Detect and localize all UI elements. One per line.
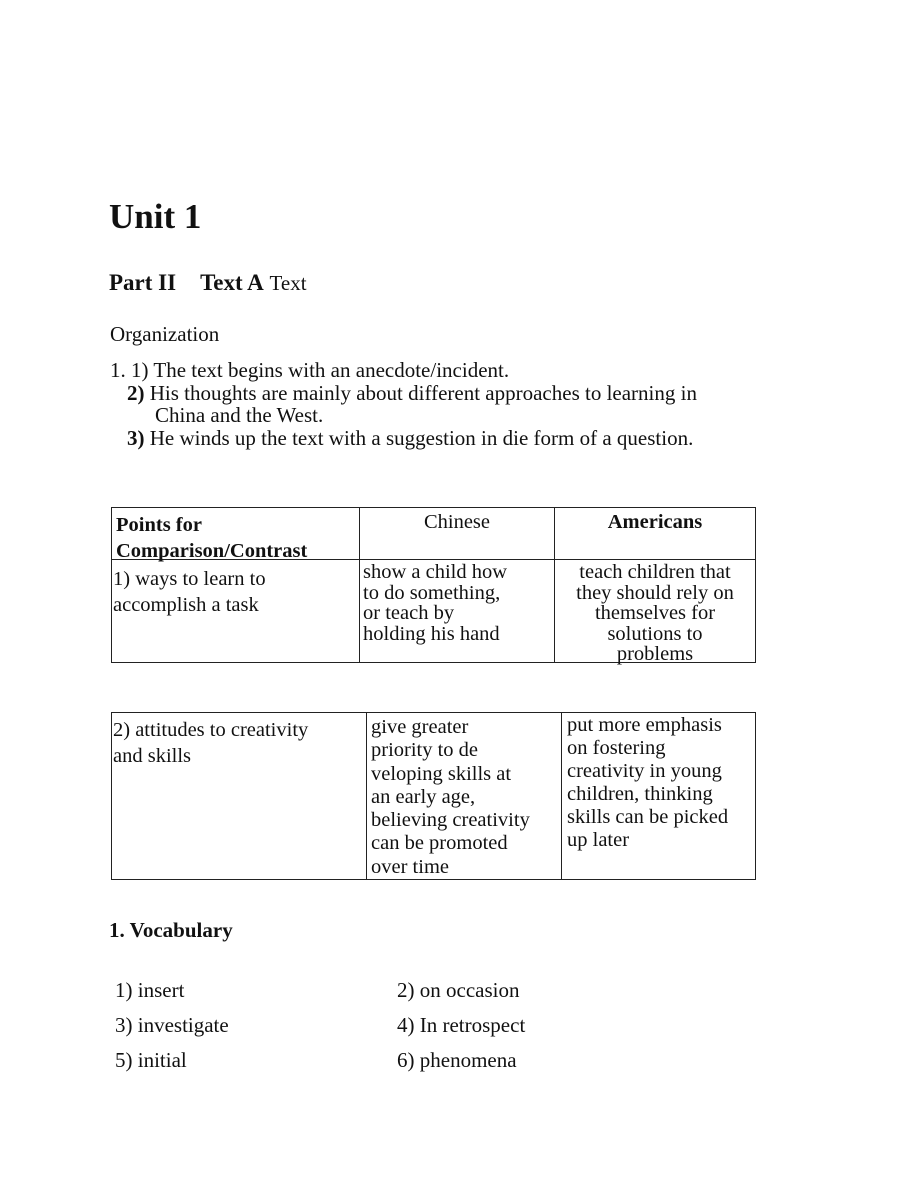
item-text: His thoughts are mainly about different approaches to learning in (149, 381, 697, 405)
vocab-item: 4) In retrospect (397, 1013, 526, 1037)
item-number: 1. 1) (110, 358, 149, 382)
part-label: Part II (109, 270, 177, 295)
item-text-continued: China and the West. (155, 403, 324, 427)
row-chinese: show a child how to do something, or teach by holding his hand (363, 561, 508, 645)
item-text: He winds up the text with a suggestion in die form of a question. (149, 426, 694, 450)
comparison-table-2 (111, 712, 756, 880)
header-chinese: Chinese (423, 511, 491, 533)
section-heading (109, 270, 307, 296)
row-point: 1) ways to learn to accomplish a task (113, 568, 266, 616)
item-text: The text begins with an anecdote/incident. (153, 358, 510, 382)
organization-heading: Organization (110, 322, 220, 346)
text-label: Text A (200, 270, 264, 295)
row-americans: teach children that they should rely on themselves for solutions to problems (576, 561, 734, 665)
header-points: Points for Comparison/Contrast (116, 514, 308, 562)
header-americans: Americans (607, 511, 703, 533)
text-suffix: Text (269, 271, 307, 295)
row-americans: put more emphasis on fostering creativity in young children, thinking skills can be picked up later (567, 714, 729, 851)
vocab-item: 2) on occasion (397, 978, 520, 1002)
vocab-item: 5) initial (115, 1048, 187, 1072)
org-item-3 (127, 427, 693, 449)
vocab-item: 3) investigate (115, 1013, 229, 1037)
item-number: 3) (127, 426, 145, 450)
vocabulary-heading: 1. Vocabulary (109, 918, 233, 942)
vocab-item: 6) phenomena (397, 1048, 517, 1072)
row-chinese: give greater priority to de veloping skills at an early age, believing creativity can be promoted over time (371, 716, 530, 878)
org-item-2 (127, 382, 697, 404)
vocab-item: 1) insert (115, 978, 185, 1002)
page-title: Unit 1 (109, 197, 202, 236)
comparison-table-1 (111, 507, 756, 663)
row-point: 2) attitudes to creativity and skills (113, 719, 309, 767)
item-number: 2) (127, 381, 145, 405)
org-item-1 (110, 359, 509, 381)
